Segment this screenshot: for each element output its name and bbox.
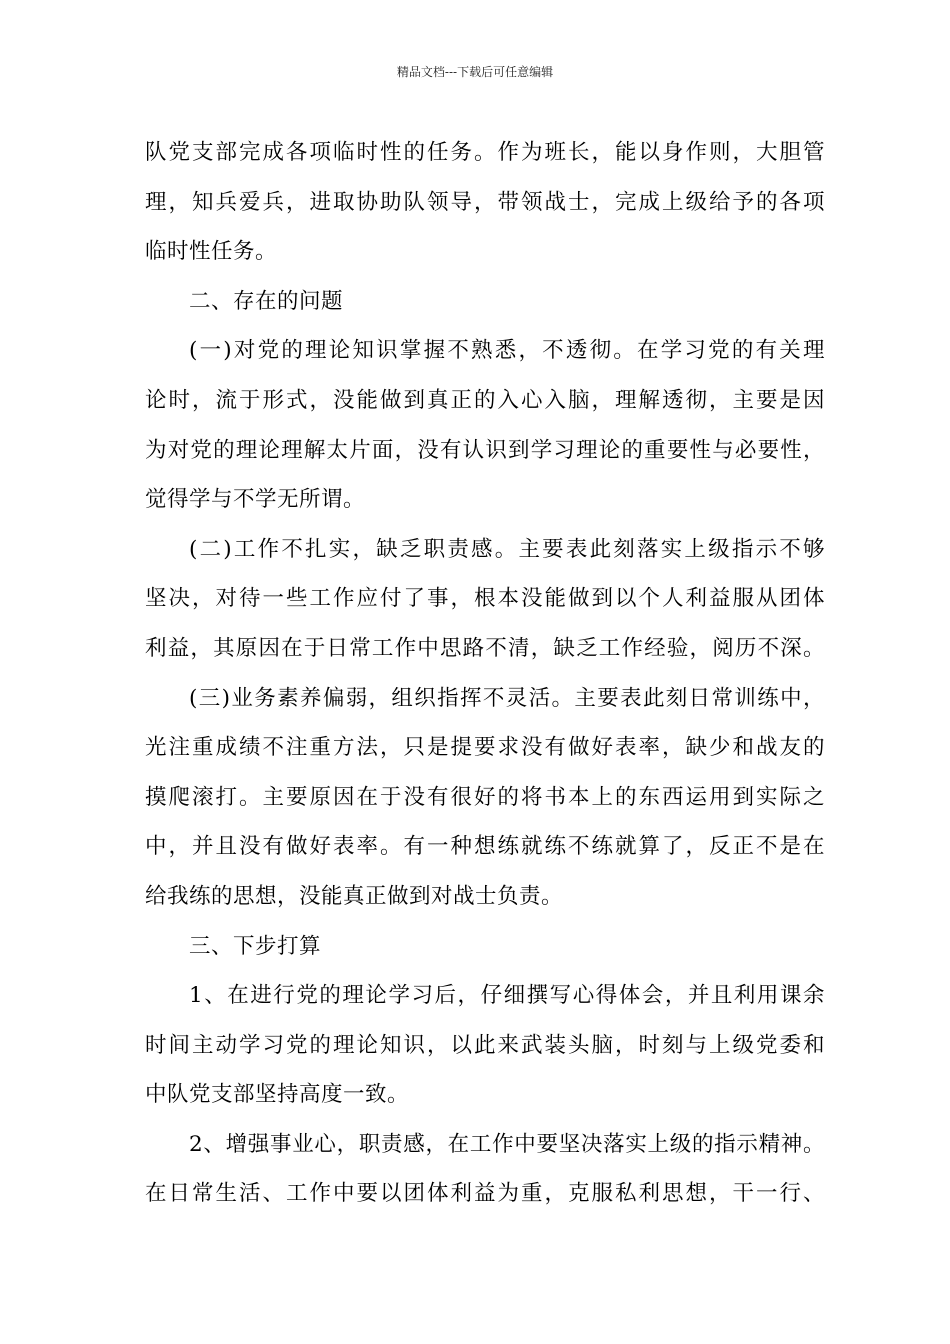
section-heading: 三、下步打算 — [189, 933, 322, 959]
text-line: 队党支部完成各项临时性的任务。作为班长，能以身作则，大胆管 — [145, 140, 825, 165]
document-body — [145, 128, 825, 1219]
text-line: 时间主动学习党的理论知识，以此来武装头脑，时刻与上级党委和 — [145, 1032, 825, 1058]
text-line: (三)业务素养偏弱，组织指挥不灵活。主要表此刻日常训练中， — [189, 685, 825, 711]
text-line: 光注重成绩不注重方法，只是提要求没有做好表率，缺少和战友的 — [145, 735, 825, 761]
text-line: 摸爬滚打。主要原因在于没有很好的将书本上的东西运用到实际之 — [145, 784, 825, 810]
text-line: 觉得学与不学无所谓。 — [145, 487, 366, 513]
text-line: 中，并且没有做好表率。有一种想练就练不练就算了，反正不是在 — [145, 834, 825, 860]
text-line: 论时，流于形式，没能做到真正的入心入脑，理解透彻，主要是因 — [145, 387, 825, 413]
text-line: 为对党的理论理解太片面，没有认识到学习理论的重要性与必要性， — [145, 437, 825, 463]
section-heading: 二、存在的问题 — [189, 288, 344, 314]
text-line: 临时性任务。 — [145, 239, 278, 265]
text-line: 中队党支部坚持高度一致。 — [145, 1082, 410, 1108]
text-line: (一)对党的理论知识掌握不熟悉，不透彻。在学习党的有关理 — [189, 338, 825, 364]
text-line: 2、增强事业心，职责感，在工作中要坚决落实上级的指示精神。 — [189, 1131, 825, 1157]
text-line: 在日常生活、工作中要以团体利益为重，克服私利思想，干一行、 — [145, 1181, 825, 1207]
text-line: 坚决，对待一些工作应付了事，根本没能做到以个人利益服从团体 — [145, 586, 825, 612]
text-line: 1、在进行党的理论学习后，仔细撰写心得体会，并且利用课余 — [189, 983, 825, 1009]
text-line: 理，知兵爱兵，进取协助队领导，带领战士，完成上级给予的各项 — [145, 189, 825, 215]
page-header: 精品文档---下载后可任意编辑 — [396, 65, 554, 79]
text-line: (二)工作不扎实，缺乏职责感。主要表此刻落实上级指示不够 — [189, 536, 825, 562]
text-line: 给我练的思想，没能真正做到对战士负责。 — [145, 883, 564, 909]
text-line: 利益，其原因在于日常工作中思路不清，缺乏工作经验，阅历不深。 — [145, 635, 825, 661]
